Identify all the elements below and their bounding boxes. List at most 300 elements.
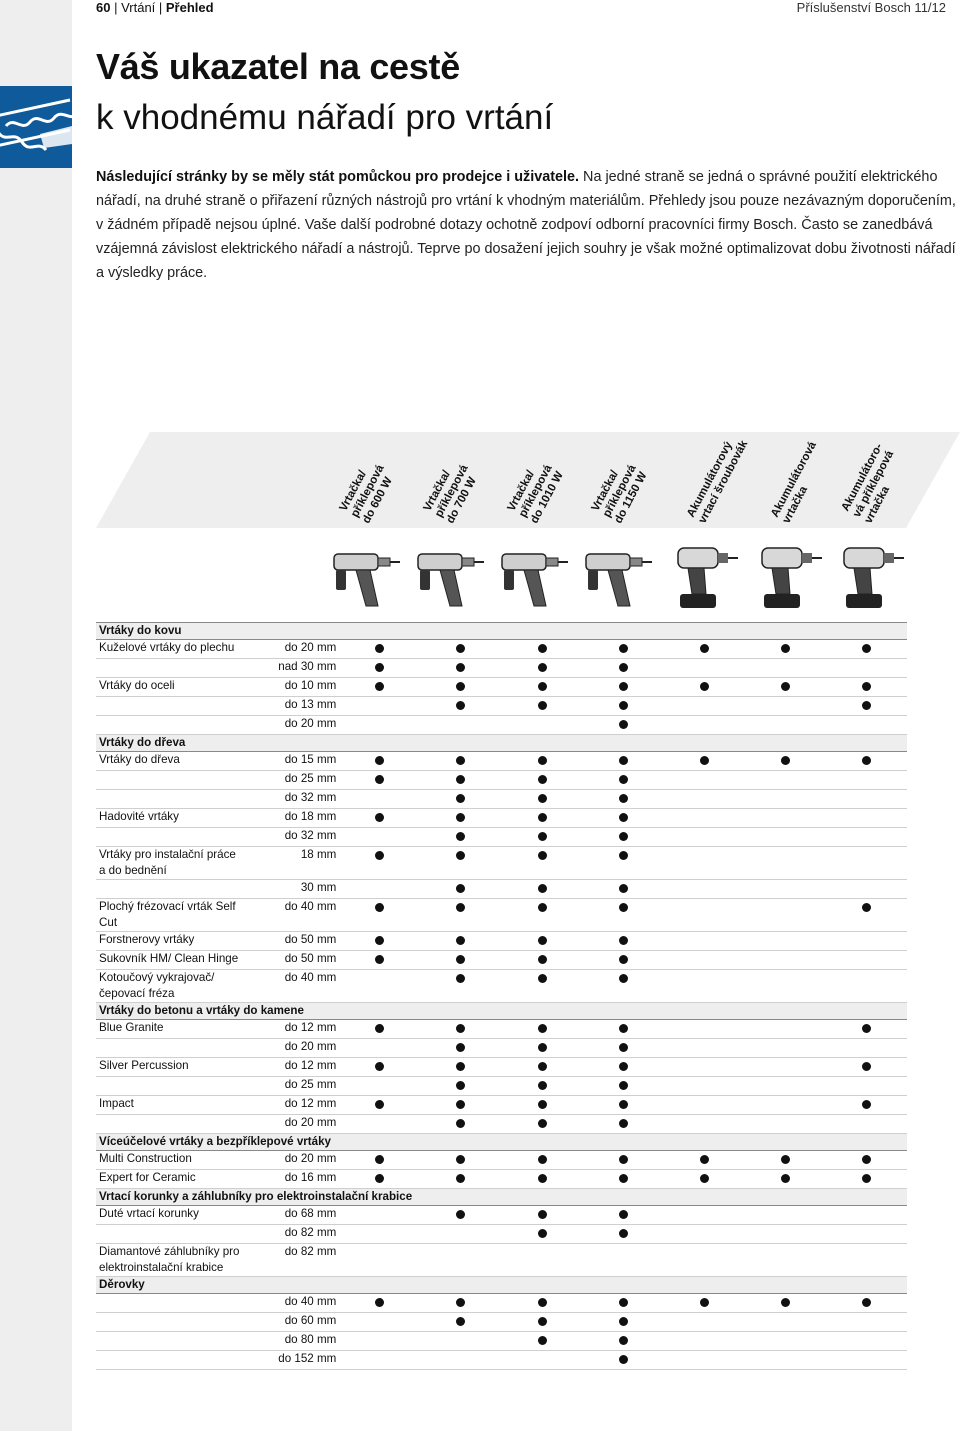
row-name: Kuželové vrtáky do plechu (96, 640, 248, 659)
cell-col-4 (583, 1170, 664, 1189)
suitable-dot-icon (456, 1100, 465, 1109)
cell-col-5 (664, 809, 745, 828)
cell-col-6 (745, 697, 826, 716)
cell-col-2 (420, 1313, 501, 1332)
cell-col-7 (826, 828, 907, 847)
suitable-dot-icon (619, 775, 628, 784)
cell-col-5 (664, 640, 745, 659)
cell-col-6 (745, 1096, 826, 1115)
table-row (96, 1332, 907, 1351)
suitable-dot-icon (538, 1043, 547, 1052)
column-header-6 (769, 433, 838, 528)
row-size: do 60 mm (248, 1313, 340, 1332)
row-size: do 25 mm (248, 1077, 340, 1096)
compatibility-table (96, 622, 907, 1370)
row-size: do 82 mm (248, 1225, 340, 1244)
cell-col-3 (501, 678, 582, 697)
section-title: Děrovky (96, 1277, 907, 1294)
cell-col-3 (501, 880, 582, 899)
column-header-2 (421, 433, 502, 528)
cell-col-5 (664, 1151, 745, 1170)
suitable-dot-icon (375, 663, 384, 672)
cell-col-5 (664, 932, 745, 951)
column-header-label: Akumulátorová vrtačka (769, 439, 819, 526)
cell-col-3 (501, 951, 582, 970)
table-row (96, 790, 907, 809)
cell-col-1 (339, 640, 420, 659)
table-row (96, 1313, 907, 1332)
cell-col-7 (826, 1244, 907, 1277)
cell-col-7 (826, 1332, 907, 1351)
cell-col-7 (826, 1096, 907, 1115)
suitable-dot-icon (619, 1100, 628, 1109)
cell-col-5 (664, 1039, 745, 1058)
cell-col-3 (501, 1294, 582, 1313)
cell-col-2 (420, 1039, 501, 1058)
suitable-dot-icon (781, 1174, 790, 1183)
cell-col-5 (664, 1351, 745, 1370)
cell-col-3 (501, 697, 582, 716)
row-name (96, 697, 248, 716)
suitable-dot-icon (538, 1229, 547, 1238)
suitable-dot-icon (700, 756, 709, 765)
column-header-3 (505, 433, 586, 528)
cell-col-2 (420, 951, 501, 970)
suitable-dot-icon (456, 1210, 465, 1219)
cell-col-4 (583, 899, 664, 932)
cell-col-4 (583, 1020, 664, 1039)
cell-col-4 (583, 880, 664, 899)
cell-col-1 (339, 1206, 420, 1225)
cell-col-6 (745, 1020, 826, 1039)
suitable-dot-icon (538, 974, 547, 983)
cell-col-5 (664, 1058, 745, 1077)
row-size: do 10 mm (248, 678, 340, 697)
cell-col-2 (420, 1332, 501, 1351)
cell-col-7 (826, 1294, 907, 1313)
cell-col-3 (501, 1206, 582, 1225)
cell-col-7 (826, 1170, 907, 1189)
table-row (96, 1115, 907, 1134)
suitable-dot-icon (862, 1298, 871, 1307)
table-row (96, 1096, 907, 1115)
cordless-drill-icon (746, 540, 822, 612)
cell-col-3 (501, 847, 582, 880)
row-size: do 68 mm (248, 1206, 340, 1225)
cell-col-4 (583, 1351, 664, 1370)
suitable-dot-icon (375, 955, 384, 964)
cell-col-3 (501, 1170, 582, 1189)
header-left: 60 | Vrtání | Přehled (96, 0, 214, 15)
cell-col-7 (826, 1077, 907, 1096)
cell-col-6 (745, 1058, 826, 1077)
cell-col-5 (664, 1115, 745, 1134)
cell-col-7 (826, 880, 907, 899)
cell-col-2 (420, 1077, 501, 1096)
table-row (96, 771, 907, 790)
cell-col-6 (745, 1351, 826, 1370)
row-name (96, 1225, 248, 1244)
suitable-dot-icon (619, 1317, 628, 1326)
cell-col-3 (501, 1115, 582, 1134)
row-name: Kotoučový vykrajovač/ čepovací fréza (96, 970, 248, 1003)
cell-col-6 (745, 880, 826, 899)
table-row (96, 1077, 907, 1096)
cell-col-6 (745, 771, 826, 790)
suitable-dot-icon (538, 1210, 547, 1219)
cell-col-6 (745, 951, 826, 970)
row-name (96, 1351, 248, 1370)
cell-col-4 (583, 828, 664, 847)
cordless-drill-icon (662, 540, 738, 612)
suitable-dot-icon (538, 794, 547, 803)
cell-col-3 (501, 640, 582, 659)
suitable-dot-icon (619, 813, 628, 822)
cell-col-3 (501, 1225, 582, 1244)
suitable-dot-icon (456, 1155, 465, 1164)
cell-col-4 (583, 771, 664, 790)
section-title: Vrtací korunky a záhlubníky pro elektroinstalační krabice (96, 1189, 907, 1206)
suitable-dot-icon (375, 1174, 384, 1183)
drill-bit-logo-icon (0, 86, 72, 168)
row-size: do 25 mm (248, 771, 340, 790)
column-headers (0, 428, 960, 528)
page-header (96, 0, 946, 16)
cell-col-7 (826, 970, 907, 1003)
cell-col-5 (664, 1294, 745, 1313)
suitable-dot-icon (619, 955, 628, 964)
table-row (96, 932, 907, 951)
cell-col-1 (339, 1115, 420, 1134)
cell-col-6 (745, 790, 826, 809)
cell-col-4 (583, 716, 664, 735)
suitable-dot-icon (781, 644, 790, 653)
row-name (96, 716, 248, 735)
table-row (96, 697, 907, 716)
cell-col-2 (420, 880, 501, 899)
suitable-dot-icon (538, 851, 547, 860)
row-size: do 20 mm (248, 1039, 340, 1058)
cell-col-6 (745, 1115, 826, 1134)
table-row (96, 951, 907, 970)
suitable-dot-icon (456, 794, 465, 803)
cell-col-3 (501, 1020, 582, 1039)
row-size: do 13 mm (248, 697, 340, 716)
cell-col-2 (420, 752, 501, 771)
section-header (96, 623, 907, 640)
row-name (96, 828, 248, 847)
table-row (96, 1244, 907, 1277)
suitable-dot-icon (538, 1062, 547, 1071)
table-row (96, 1170, 907, 1189)
cell-col-4 (583, 1313, 664, 1332)
cell-col-2 (420, 771, 501, 790)
cell-col-6 (745, 1294, 826, 1313)
cell-col-1 (339, 1077, 420, 1096)
suitable-dot-icon (700, 1155, 709, 1164)
suitable-dot-icon (375, 813, 384, 822)
suitable-dot-icon (456, 1024, 465, 1033)
cell-col-4 (583, 697, 664, 716)
cell-col-2 (420, 1096, 501, 1115)
cell-col-5 (664, 1244, 745, 1277)
row-name: Plochý frézovací vrták Self Cut (96, 899, 248, 932)
row-size: do 50 mm (248, 951, 340, 970)
suitable-dot-icon (456, 851, 465, 860)
cell-col-4 (583, 1294, 664, 1313)
suitable-dot-icon (700, 682, 709, 691)
cell-col-7 (826, 899, 907, 932)
column-header-7 (839, 433, 920, 528)
cell-col-7 (826, 1351, 907, 1370)
suitable-dot-icon (456, 1081, 465, 1090)
suitable-dot-icon (619, 903, 628, 912)
cell-col-3 (501, 1096, 582, 1115)
cell-col-7 (826, 640, 907, 659)
cell-col-3 (501, 1313, 582, 1332)
row-size: do 12 mm (248, 1096, 340, 1115)
cell-col-5 (664, 771, 745, 790)
suitable-dot-icon (862, 644, 871, 653)
suitable-dot-icon (538, 903, 547, 912)
cell-col-4 (583, 1096, 664, 1115)
suitable-dot-icon (619, 663, 628, 672)
table-row (96, 1058, 907, 1077)
suitable-dot-icon (619, 851, 628, 860)
cell-col-2 (420, 1151, 501, 1170)
cell-col-4 (583, 970, 664, 1003)
table-row (96, 809, 907, 828)
suitable-dot-icon (862, 756, 871, 765)
suitable-dot-icon (538, 663, 547, 672)
cell-col-2 (420, 1020, 501, 1039)
table-row (96, 752, 907, 771)
cell-col-7 (826, 771, 907, 790)
suitable-dot-icon (375, 644, 384, 653)
cell-col-2 (420, 1351, 501, 1370)
cell-col-1 (339, 1020, 420, 1039)
cell-col-3 (501, 809, 582, 828)
suitable-dot-icon (538, 756, 547, 765)
section-header (96, 1134, 907, 1151)
suitable-dot-icon (375, 936, 384, 945)
cell-col-7 (826, 809, 907, 828)
cell-col-7 (826, 1039, 907, 1058)
row-size: do 16 mm (248, 1170, 340, 1189)
row-name (96, 1115, 248, 1134)
row-name (96, 880, 248, 899)
impact-drill-icon (494, 540, 570, 612)
table-row (96, 899, 907, 932)
page-title: Váš ukazatel na cestě (96, 46, 460, 87)
row-size: do 12 mm (248, 1020, 340, 1039)
cell-col-2 (420, 678, 501, 697)
cell-col-6 (745, 1225, 826, 1244)
suitable-dot-icon (456, 1298, 465, 1307)
suitable-dot-icon (619, 682, 628, 691)
cell-col-4 (583, 951, 664, 970)
cell-col-3 (501, 828, 582, 847)
suitable-dot-icon (781, 682, 790, 691)
suitable-dot-icon (456, 813, 465, 822)
suitable-dot-icon (619, 936, 628, 945)
intro-paragraph (96, 165, 956, 285)
cell-col-4 (583, 809, 664, 828)
header-right: Příslušenství Bosch 11/12 (796, 0, 946, 15)
cell-col-7 (826, 932, 907, 951)
table-row (96, 1039, 907, 1058)
cell-col-1 (339, 1313, 420, 1332)
cell-col-5 (664, 970, 745, 1003)
suitable-dot-icon (619, 974, 628, 983)
cell-col-1 (339, 752, 420, 771)
suitable-dot-icon (538, 1024, 547, 1033)
cell-col-2 (420, 809, 501, 828)
suitable-dot-icon (862, 1024, 871, 1033)
cell-col-7 (826, 1020, 907, 1039)
cell-col-6 (745, 716, 826, 735)
suitable-dot-icon (456, 903, 465, 912)
row-name (96, 1332, 248, 1351)
row-size: do 40 mm (248, 899, 340, 932)
cell-col-1 (339, 1244, 420, 1277)
cell-col-1 (339, 847, 420, 880)
suitable-dot-icon (375, 1298, 384, 1307)
cell-col-1 (339, 1351, 420, 1370)
cell-col-5 (664, 1020, 745, 1039)
cell-col-7 (826, 1313, 907, 1332)
row-name (96, 1039, 248, 1058)
cell-col-2 (420, 847, 501, 880)
suitable-dot-icon (619, 1229, 628, 1238)
suitable-dot-icon (619, 832, 628, 841)
section-header (96, 735, 907, 752)
suitable-dot-icon (538, 884, 547, 893)
cell-col-6 (745, 752, 826, 771)
cell-col-2 (420, 970, 501, 1003)
table-row (96, 1206, 907, 1225)
cell-col-1 (339, 828, 420, 847)
suitable-dot-icon (375, 1100, 384, 1109)
suitable-dot-icon (538, 682, 547, 691)
cell-col-1 (339, 1170, 420, 1189)
column-header-1 (337, 433, 418, 528)
suitable-dot-icon (619, 1119, 628, 1128)
cell-col-6 (745, 899, 826, 932)
suitable-dot-icon (619, 1081, 628, 1090)
cell-col-6 (745, 678, 826, 697)
table-row (96, 1351, 907, 1370)
cell-col-7 (826, 847, 907, 880)
suitable-dot-icon (456, 682, 465, 691)
cell-col-5 (664, 1332, 745, 1351)
cell-col-6 (745, 1313, 826, 1332)
cell-col-6 (745, 809, 826, 828)
suitable-dot-icon (862, 682, 871, 691)
suitable-dot-icon (781, 1155, 790, 1164)
cell-col-5 (664, 752, 745, 771)
intro-text: Na jedné straně se jedná o správné použití elektrického nářadí, na druhé straně o přiřazení různých nástrojů pro vrtání k vhodným materiálům. Přehledy jsou pouze nezávazným doporučením, v žádném případě nejsou úplné. Vaše další podrobné dotazy ochotně zodpoví odborní pracovníci firmy Bosch. Často se zanedbává vzájemná závislost elektrického nářadí a nástrojů. Teprve po dosažení jejich souhry je však možné optimalizovat dobu životnosti nářadí a výsledky práce. (96, 169, 956, 281)
suitable-dot-icon (538, 1081, 547, 1090)
cell-col-1 (339, 678, 420, 697)
cell-col-5 (664, 847, 745, 880)
suitable-dot-icon (781, 756, 790, 765)
cell-col-5 (664, 899, 745, 932)
suitable-dot-icon (375, 682, 384, 691)
cell-col-4 (583, 1077, 664, 1096)
cell-col-6 (745, 847, 826, 880)
header-section: Vrtání (121, 0, 156, 15)
section-title: Vrtáky do kovu (96, 623, 907, 640)
row-name (96, 1077, 248, 1096)
cell-col-6 (745, 659, 826, 678)
suitable-dot-icon (538, 936, 547, 945)
impact-drill-icon (410, 540, 486, 612)
cell-col-1 (339, 697, 420, 716)
row-size: do 32 mm (248, 828, 340, 847)
table-row (96, 847, 907, 880)
cell-col-5 (664, 716, 745, 735)
cell-col-3 (501, 659, 582, 678)
cell-col-1 (339, 716, 420, 735)
cell-col-5 (664, 880, 745, 899)
cell-col-4 (583, 659, 664, 678)
row-size: do 152 mm (248, 1351, 340, 1370)
row-name (96, 1313, 248, 1332)
suitable-dot-icon (456, 955, 465, 964)
cell-col-5 (664, 1077, 745, 1096)
cell-col-3 (501, 1039, 582, 1058)
row-name: Impact (96, 1096, 248, 1115)
cell-col-7 (826, 1225, 907, 1244)
suitable-dot-icon (538, 1155, 547, 1164)
suitable-dot-icon (538, 813, 547, 822)
cell-col-4 (583, 1225, 664, 1244)
cell-col-2 (420, 899, 501, 932)
cell-col-5 (664, 678, 745, 697)
cell-col-4 (583, 678, 664, 697)
page-number: 60 (96, 0, 111, 15)
cell-col-2 (420, 1058, 501, 1077)
row-name: Expert for Ceramic (96, 1170, 248, 1189)
suitable-dot-icon (538, 1174, 547, 1183)
cell-col-2 (420, 697, 501, 716)
cell-col-1 (339, 1058, 420, 1077)
cell-col-2 (420, 716, 501, 735)
section-title: Víceúčelové vrtáky a bezpříklepové vrtáky (96, 1134, 907, 1151)
cell-col-3 (501, 932, 582, 951)
suitable-dot-icon (375, 756, 384, 765)
row-size: do 50 mm (248, 932, 340, 951)
cell-col-2 (420, 1244, 501, 1277)
impact-drill-icon (578, 540, 654, 612)
cordless-drill-icon (828, 540, 904, 612)
table-row (96, 659, 907, 678)
column-header-label: Akumulátorový vrtací šroubovák (685, 438, 751, 526)
suitable-dot-icon (538, 1317, 547, 1326)
cell-col-4 (583, 640, 664, 659)
cell-col-3 (501, 771, 582, 790)
suitable-dot-icon (619, 1355, 628, 1364)
row-name (96, 790, 248, 809)
suitable-dot-icon (619, 884, 628, 893)
cell-col-1 (339, 1151, 420, 1170)
suitable-dot-icon (456, 974, 465, 983)
cell-col-5 (664, 1206, 745, 1225)
cell-col-6 (745, 1039, 826, 1058)
left-sidebar (0, 0, 72, 1431)
cell-col-6 (745, 1170, 826, 1189)
